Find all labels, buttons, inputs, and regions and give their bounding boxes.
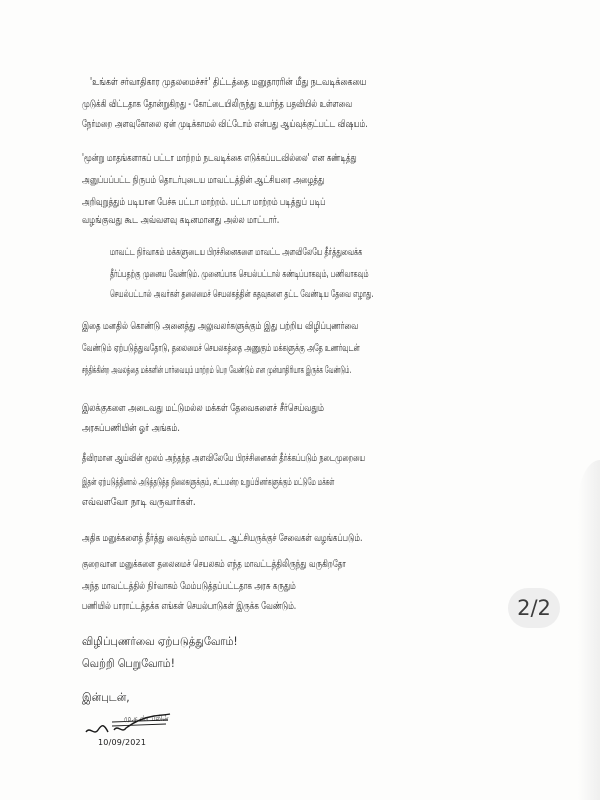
letter-line: வேண்டும் ஏற்படுத்துவதோடு, தலைமைச் செயலகத்தை அணுகும் மக்களுக்கு அதே உணர்வுடன் xyxy=(82,342,360,354)
page-curl-shadow xyxy=(578,460,600,800)
letter-line: வழங்குவது கூட அவ்வளவு கடினமானது அல்ல மாட்டார். xyxy=(82,214,280,226)
letter-line: அனுப்பப்பட்ட நிருபம் தொடர்புடைய மாவட்டத்தின் ஆட்சியரை அழைத்து xyxy=(82,174,325,186)
signature-date: 10/09/2021 xyxy=(98,738,147,747)
letter-closing-line: விழிப்புணர்வை ஏற்படுத்துவோம்! xyxy=(82,634,238,648)
letter-line: இதை மனதில் கொண்டு அனைத்து அலுவலர்களுக்கும் இது பற்றிய விழிப்புணர்வை xyxy=(82,320,359,332)
letter-line: இதன் ஏற்படுத்தினால் அடுத்தடுத்த நிலைகளுக்கும், சட்டமன்ற உறுப்பினர்களுக்கும் மட்டுமே மக்கள் xyxy=(82,476,335,488)
signature-text: மு.க.ஸ்டாலின் xyxy=(124,714,169,723)
page-indicator xyxy=(508,588,560,628)
letter-line: இலக்குகளை அடைவது மட்டுமல்ல மக்கள் தேவைகளைச் சீர்செய்வதும் xyxy=(82,402,325,414)
letter-line: செயல்பட்டால் அவர்கள் தலைமைச் செயலகத்தின் கதவுகளை தட்ட வேண்டிய தேவை எழாது. xyxy=(110,288,374,300)
letter-line: குறைவான மனுக்களை தலைமைச் செயலகம் எந்த மாவட்டத்திலிருந்து வருகிறதோ xyxy=(82,558,347,570)
letter-line: பணியில் பாராட்டத்தக்க எங்கள் செயல்பாடுகள் இருக்க வேண்டும். xyxy=(82,600,297,612)
letter-line: எவ்வளவோ நாடி வருவார்கள். xyxy=(82,496,196,508)
letter-line: முடுக்கி விட்டதாக தோன்றுகிறது - கோட்டையிலிருந்து உயர்ந்த பதவியில் உள்ளவை xyxy=(82,98,353,110)
letter-salutation: இன்புடன், xyxy=(82,690,130,704)
letter-closing-line: வெற்றி பெறுவோம்! xyxy=(82,656,175,670)
letter-line: 'மூன்று மாதங்களாகப் பட்டா மாற்றம் நடவடிக்கை எடுக்கப்படவில்லை' என கண்டித்து xyxy=(82,152,357,164)
letter-line: மாவட்ட நிர்வாகம் மக்களுடைய பிரச்சினைகளை மாவட்ட அளவிலேயே தீர்த்துவைக்க xyxy=(110,246,363,258)
letter-line: 'உங்கள் சர்வாதிகார முதலமைச்சர்' திட்டத்தை மனுதாரரின் மீது நடவடிக்கையை xyxy=(90,76,367,88)
letter-line: தீவிரமான ஆய்வின் மூலம் அந்தந்த அளவிலேயே பிரச்சினைகள் தீர்க்கப்படும் நடைமுறையை xyxy=(82,452,366,464)
page-indicator-text: 2/2 xyxy=(517,596,551,620)
letter-line: அரசுப்பணியின் ஓர் அங்கம். xyxy=(82,422,180,434)
letter-line: அந்த மாவட்டத்தில் நிர்வாகம் மேம்படுத்தப்பட்டதாக அரசு கருதும் xyxy=(82,580,296,592)
letter-line: அதிக மனுக்களைத் தீர்த்து வைக்கும் மாவட்ட ஆட்சியருக்குச் சேவைகள் வழங்கப்படும். xyxy=(82,532,363,544)
letter-line: சந்திக்கின்ற அவலத்தை மக்களின் பார்வையும் மாற்றம் பெற வேண்டும் என முன்மாதிரியாக இருக்க வேண்டும். xyxy=(82,364,352,376)
letter-line: அறிவுறுத்தும் படியான பேச்சு பட்டா மாற்றம். பட்டா மாற்றம் படித்துப் படிப் xyxy=(82,196,326,208)
letter-line: நேர்மறை அளவுகோலை ஏன் முடிக்காமல் விட்டோம் என்பது ஆய்வுக்குட்பட்ட விஷயம். xyxy=(82,118,368,130)
letter-line: தீர்ப்பதற்கு முனைய வேண்டும். முனைப்பாக செயல்பட்டால் கண்டிப்பாகவும், பணிவாகவும் xyxy=(110,268,369,280)
